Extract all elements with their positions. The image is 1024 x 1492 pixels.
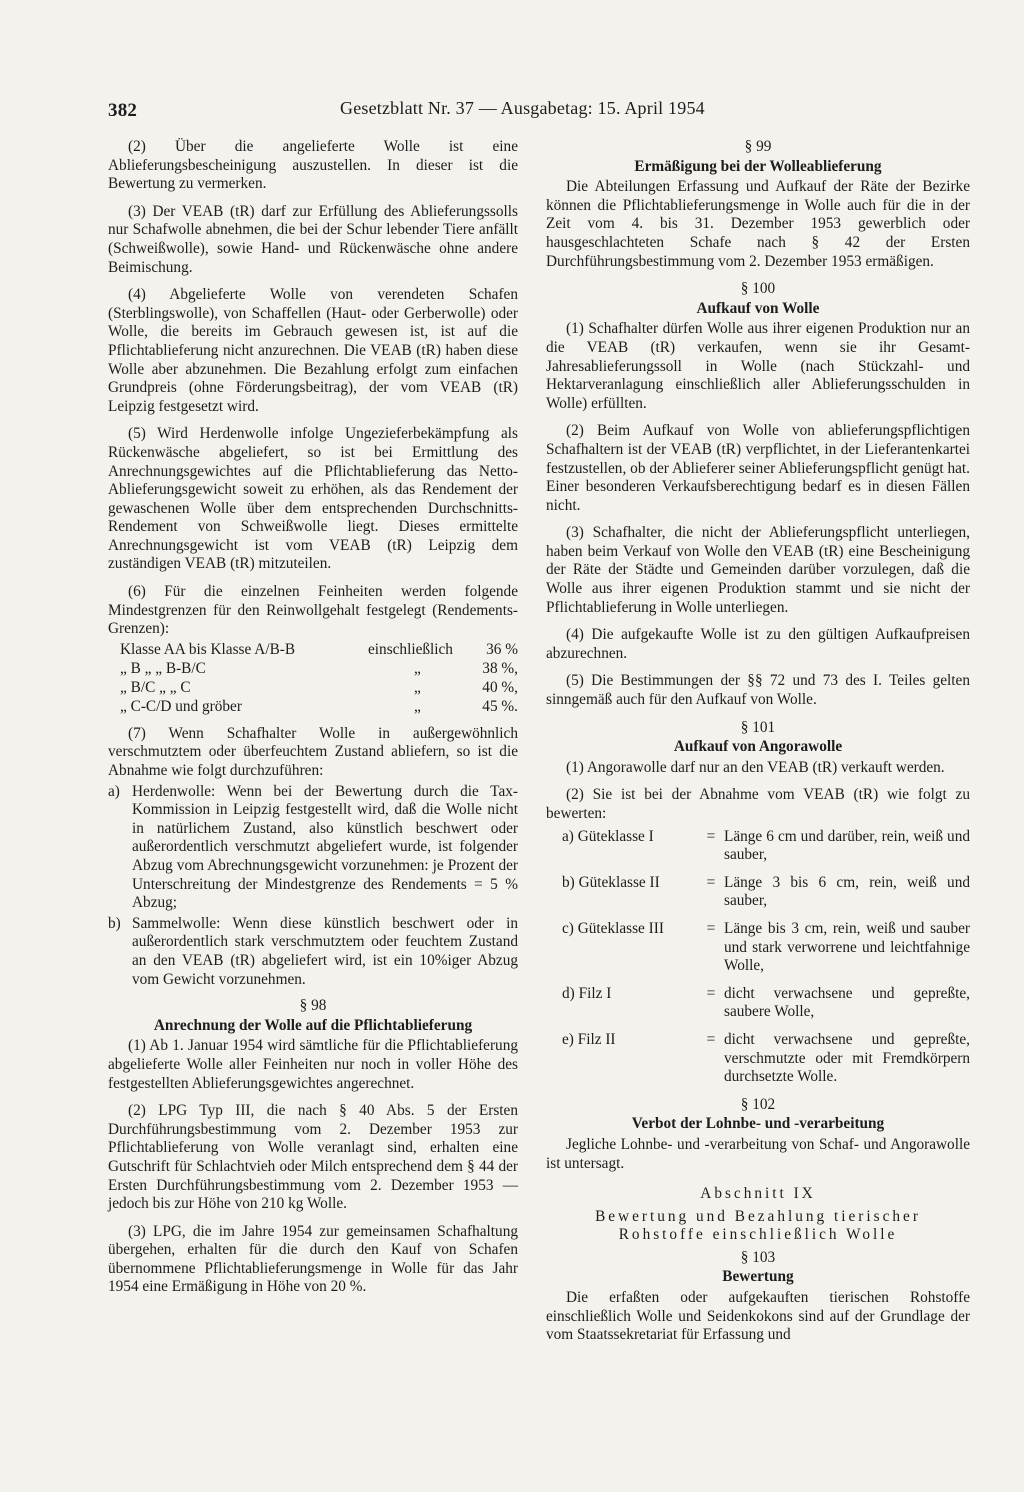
grade-class: „ B/C „ „ C (120, 678, 191, 696)
paragraph: (6) Für die einzelnen Feinheiten werden folgende Mindestgrenzen für den Reinwollgehalt festgelegt (Rendements-Grenzen): (108, 583, 518, 638)
paragraph: Die Abteilungen Erfassung und Aufkauf der Räte der Bezirke können die Pflichtablieferungsmenge in Wolle auch für die in der Zeit vom 4. bis 31. Dezember 1953 gewerblich oder hausgeschlachteten Schafe nach § 42 der Ersten Durchführungsbestimmung vom 2. Dezember 1953 ermäßigen. (546, 178, 970, 270)
grade-value: 38 %, (482, 659, 518, 677)
grade-value: 45 %. (482, 697, 518, 715)
paragraph: (3) Schafhalter, die nicht der Ablieferungspflicht unterliegen, haben beim Verkauf von Wolle den VEAB (tR) eine Bescheinigung der Räte der Städte und Gemeinden darüber vorzulegen, daß die Wolle aus ihrer eigenen Produktion stammt und sie nicht der Pflichtablieferung in Wolle unterliegen. (546, 524, 970, 616)
paragraph: (1) Angorawolle darf nur an den VEAB (tR) verkauft werden. (566, 758, 945, 776)
grade-class: Klasse AA bis Klasse A/B-B (120, 640, 296, 658)
grade-key: c) Güteklasse III (562, 919, 664, 937)
section-title: Aufkauf von Wolle (696, 299, 820, 317)
paragraph: (1) Ab 1. Januar 1954 wird sämtliche für die Pflichtablieferung abgelieferte Wolle aller Feinheiten nur noch in voller Höhe des festgestellten Ablieferungsgewichtes angerechnet. (108, 1037, 518, 1092)
table-row (546, 985, 970, 1022)
table-row (108, 679, 518, 698)
section-title: Verbot der Lohnbe- und -verarbeitung (631, 1115, 885, 1133)
table-row (108, 698, 518, 717)
grade-cond: „ (414, 678, 421, 696)
section-number: § 103 (740, 1248, 776, 1266)
table-row (546, 920, 970, 976)
table-row (546, 874, 970, 911)
grade-key: e) Filz II (562, 1030, 616, 1048)
grade-value: 40 %, (482, 678, 518, 696)
paragraph: (3) Der VEAB (tR) darf zur Erfüllung des Ablieferungssolls nur Schafwolle abnehmen, die bei der Schur lebender Tiere anfällt (Schweißwolle), sowie Hand- und Rückenwäsche ohne andere Beimischung. (108, 202, 518, 276)
list-text: Herdenwolle: Wenn bei der Bewertung durch die Tax-Kommission in Leipzig festgestellt wird, daß die Wolle nicht in natürlichem Zustand, also künstlich beschwert oder außerordentlich verschmutzt abgeliefert wurde, ist folgender Abzug vom Abrechnungsgewicht vorzunehmen: je Prozent der Unterschreitung der Mindestgrenze des Rendements = 5 % Abzug; (132, 782, 518, 912)
grade-description: Länge 3 bis 6 cm, rein, weiß und sauber, (724, 873, 970, 910)
paragraph: (2) LPG Typ III, die nach § 40 Abs. 5 der Ersten Durchführungsbestimmung vom 2. Dezember 1953 zur Pflichtablieferung von Wolle veranlagt sind, erhalten eine Gutschrift für Schlachtvieh oder Milch entsprechend dem § 44 der Ersten Durchführungsbestimmung vom 2. Dezember 1953 — jedoch bis zur Höhe von 210 kg Wolle. (108, 1102, 518, 1213)
equals-sign: = (706, 984, 716, 1002)
grade-description: dicht verwachsene und gepreßte, verschmutzte oder mit Fremdkörpern durchsetzte Wolle. (724, 1030, 970, 1086)
paragraph: (2) Beim Aufkauf von Wolle von ablieferungspflichtigen Schafhaltern ist der VEAB (tR) verpflichtet, in der Lieferantenkartei festzustellen, ob der Ablieferer seiner Ablieferungspflicht genügt hat. Einer besonderen Verkaufsberechtigung bedarf es in diesen Fällen nicht. (546, 422, 970, 514)
grade-description: dicht verwachsene und gepreßte, saubere Wolle, (724, 984, 970, 1021)
chapter-heading: Abschnitt IX (700, 1185, 816, 1203)
paragraph: (5) Die Bestimmungen der §§ 72 und 73 des I. Teiles gelten sinngemäß auch für den Aufkauf von Wolle. (546, 672, 970, 709)
section-number: § 101 (740, 718, 776, 736)
paragraph: (1) Schafhalter dürfen Wolle aus ihrer eigenen Produktion nur an die VEAB (tR) verkaufen, wenn sie ihr Gesamt-Jahresablieferungssoll in Wolle (nach Stückzahl- und Hektarveranlagung einschließlich aller Ablieferungsschulden in Wolle) erfüllten. (546, 320, 970, 412)
grade-cond: „ (414, 697, 421, 715)
section-number: § 98 (299, 997, 327, 1015)
grade-key: b) Güteklasse II (562, 873, 660, 891)
equals-sign: = (706, 873, 716, 891)
page-number: 382 (108, 100, 138, 121)
list-text: Sammelwolle: Wenn diese künstlich beschwert oder in außerordentlich stark verschmutztem oder feuchtem Zustand an den VEAB (tR) abgeliefert wird, ist ein 10%iger Abzug vom Gewicht vorzunehmen. (132, 914, 518, 988)
section-number: § 99 (744, 138, 772, 155)
paragraph: (3) LPG, die im Jahre 1954 zur gemeinsamen Schafhaltung übergehen, erhalten für die durch den Kauf von Schafen übernommene Pflichtablieferungsmenge in Wolle für das Jahr 1954 eine Ermäßigung in Höhe von 20 %. (108, 1222, 518, 1296)
section-number: § 102 (740, 1095, 776, 1113)
paragraph: (7) Wenn Schafhalter Wolle in außergewöhnlich verschmutztem oder überfeuchtem Zustand abliefern, so ist die Abnahme wie folgt durchzuführen: (108, 724, 518, 780)
equals-sign: = (706, 1030, 716, 1048)
grade-cond: einschließlich (368, 640, 453, 658)
grade-value: 36 % (486, 640, 518, 658)
table-row (108, 660, 518, 679)
section-title: Aufkauf von Angorawolle (673, 738, 843, 756)
list-label: a) (108, 782, 120, 800)
grade-key: d) Filz I (562, 984, 612, 1002)
section-number: § 100 (740, 280, 776, 298)
paragraph: Jegliche Lohnbe- und -verarbeitung von Schaf- und Angorawolle ist untersagt. (546, 1135, 970, 1172)
grade-class: „ B „ „ B-B/C (120, 659, 206, 677)
paragraph: (2) Über die angelieferte Wolle ist eine Ablieferungsbescheinigung auszustellen. In dieser ist die Bewertung zu vermerken. (108, 138, 518, 193)
equals-sign: = (706, 827, 716, 845)
chapter-title-line: Rohstoffe einschließlich Wolle (618, 1226, 898, 1244)
table-row (546, 1031, 970, 1087)
paragraph: (5) Wird Herdenwolle infolge Ungezieferbekämpfung als Rückenwäsche abgeliefert, so ist bei Ermittlung des Anrechnungsgewichtes auf die Pflichtablieferung das Netto-Ablieferungsgewicht soweit zu erhöhen, als das Rendement der gewaschenen Wolle über dem entsprechenden Durchschnitts-Rendement von Schweißwolle liegt. Dieses ermittelte Anrechnungsgewicht ist vom VEAB (tR) Leipzig dem zuständigen VEAB (tR) mitzuteilen. (108, 425, 518, 573)
table-row (108, 641, 518, 660)
chapter-title-line: Bewertung und Bezahlung tierischer (595, 1207, 921, 1225)
table-row (546, 828, 970, 865)
quality-grade-table (546, 828, 970, 1087)
grade-class: „ C-C/D und gröber (120, 697, 242, 715)
grade-key: a) Güteklasse I (562, 827, 654, 845)
equals-sign: = (706, 919, 716, 937)
paragraph: (4) Abgelieferte Wolle von verendeten Schafen (Sterblingswolle), von Schaffellen (Haut- oder Gerberwolle) oder Wolle, die bereits im Gebrauch gewesen ist, ist auf die Pflichtablieferung nicht anzurechnen. Die VEAB (tR) haben diese Wolle aber abzunehmen. Die Bezahlung erfolgt zum einfachen Grundpreis (ohne Förderungsbeitrag), der vom VEAB (tR) Leipzig festgesetzt wird. (108, 286, 518, 415)
section-title: Bewertung (722, 1268, 794, 1286)
rendement-table (108, 641, 518, 717)
grade-cond: „ (414, 659, 421, 677)
paragraph: (2) Sie ist bei der Abnahme vom VEAB (tR) wie folgt zu bewerten: (546, 786, 970, 822)
grade-description: Länge bis 3 cm, rein, weiß und sauber und stark verworrene und leichtfahnige Wolle, (724, 919, 970, 975)
section-title: Ermäßigung bei der Wolleablieferung (634, 157, 882, 175)
list-item (108, 783, 518, 913)
list-label: b) (108, 914, 121, 932)
section-title: Anrechnung der Wolle auf die Pflichtablieferung (153, 1016, 473, 1034)
paragraph: (4) Die aufgekaufte Wolle ist zu den gültigen Aufkaufpreisen abzurechnen. (546, 626, 970, 662)
deduction-list (108, 783, 518, 990)
paragraph: Die erfaßten oder aufgekauften tierischen Rohstoffe einschließlich Wolle und Seidenkokons sind auf der Grundlage der vom Staatssekretariat für Erfassung und (546, 1289, 970, 1344)
header-title: Gesetzblatt Nr. 37 — Ausgabetag: 15. April 1954 (340, 98, 705, 118)
list-item (108, 915, 518, 989)
left-column (108, 138, 518, 1306)
grade-description: Länge 6 cm und darüber, rein, weiß und sauber, (724, 827, 970, 864)
right-column (546, 134, 970, 1354)
page-header (108, 96, 978, 126)
